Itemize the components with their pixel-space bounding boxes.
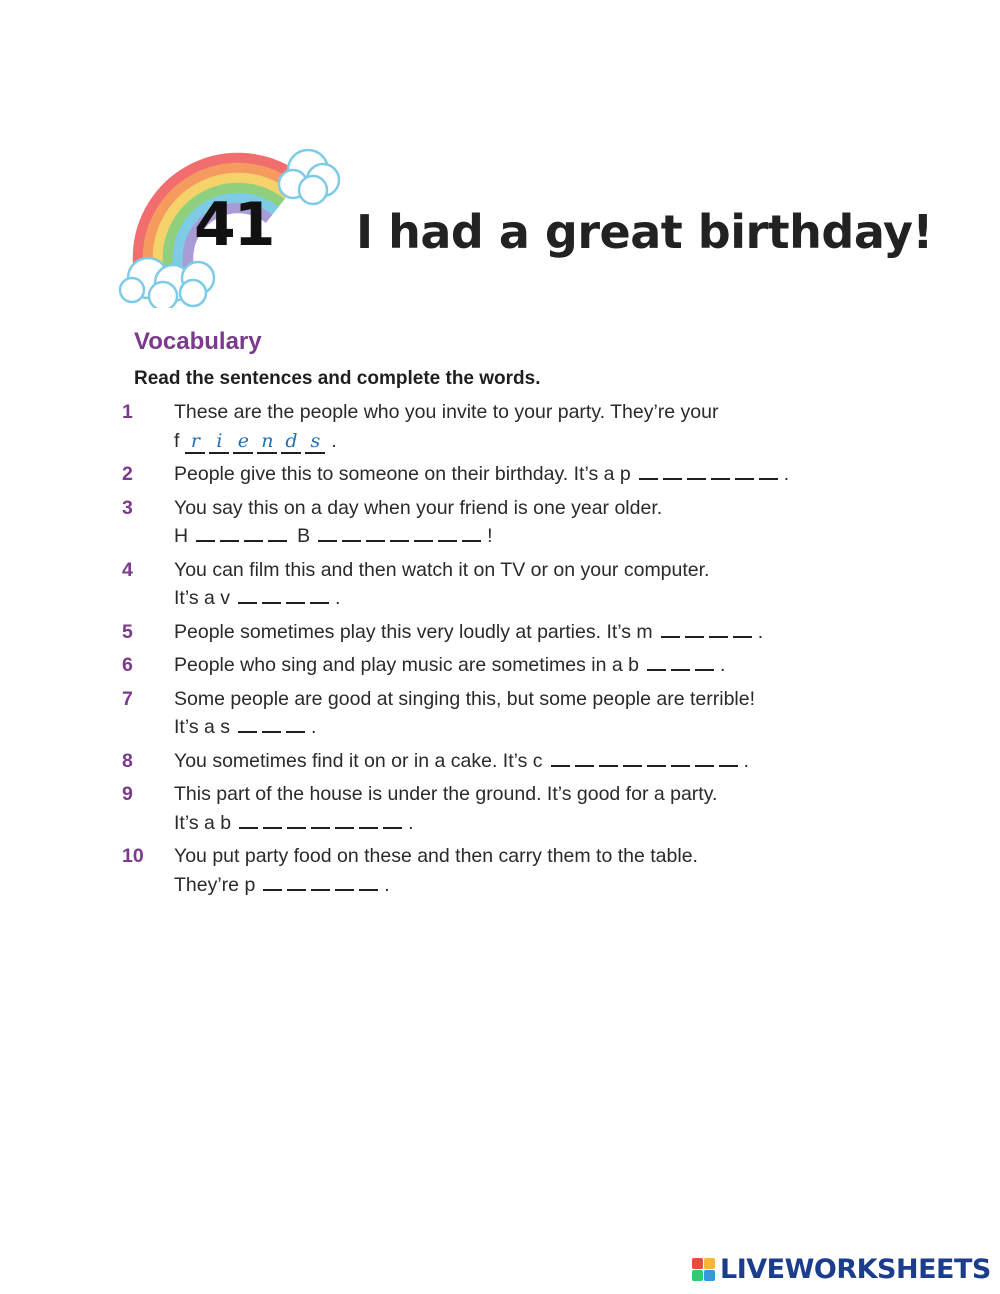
letter-blank[interactable] [359, 813, 378, 829]
end-punctuation: . [743, 749, 749, 772]
question-body [174, 494, 900, 551]
question-body [174, 651, 900, 680]
question-line [174, 713, 900, 742]
question-item [120, 494, 900, 551]
letter-blank[interactable] [647, 655, 666, 671]
letter-blank[interactable] [671, 751, 690, 767]
question-line [174, 685, 900, 714]
letter-blank[interactable] [220, 526, 239, 542]
question-body [174, 556, 900, 613]
filled-letter[interactable]: i [209, 430, 229, 454]
question-text: People give this to someone on their birthday. It’s a p [174, 463, 631, 485]
question-item [120, 460, 900, 489]
logo-block [692, 1270, 703, 1281]
letter-blank[interactable] [318, 526, 337, 542]
instructions: Read the sentences and complete the words. [134, 368, 541, 389]
end-punctuation: . [408, 811, 414, 834]
letter-blank[interactable] [310, 588, 329, 604]
letter-blank[interactable] [661, 622, 680, 638]
letter-blank[interactable] [263, 875, 282, 891]
question-line [174, 556, 900, 585]
question-text: Some people are good at singing this, but some people are terrible! [174, 687, 756, 710]
letter-blank[interactable] [575, 751, 594, 767]
letter-blank[interactable] [709, 622, 728, 638]
question-line [174, 780, 900, 809]
letter-blank[interactable] [663, 464, 682, 480]
letter-blank[interactable] [263, 813, 282, 829]
question-item [120, 651, 900, 680]
question-text: These are the people who you invite to your party. They’re your [174, 401, 719, 423]
question-number: 4 [122, 558, 133, 581]
letter-blank[interactable] [639, 464, 658, 480]
letter-blank[interactable] [359, 875, 378, 891]
question-body [174, 780, 900, 837]
letter-blank[interactable] [735, 464, 754, 480]
liveworksheets-logo-icon [692, 1258, 716, 1282]
question-number: 8 [122, 749, 133, 772]
letter-blank[interactable] [623, 751, 642, 767]
question-line [174, 494, 900, 523]
end-punctuation: . [720, 654, 726, 676]
question-text: You can film this and then watch it on TV or on your computer. [174, 558, 710, 581]
question-body [174, 398, 900, 455]
word-prefix: H [174, 525, 189, 547]
letter-blank[interactable] [414, 526, 433, 542]
letter-blank[interactable] [759, 464, 778, 480]
question-line [174, 398, 900, 427]
logo-block [704, 1258, 715, 1269]
page-title: I had a great birthday! [356, 205, 933, 259]
letter-blank[interactable] [286, 717, 305, 733]
letter-blank[interactable] [287, 813, 306, 829]
question-body [174, 685, 900, 742]
letter-blank[interactable] [262, 588, 281, 604]
letter-blank[interactable] [438, 526, 457, 542]
question-item [120, 747, 900, 776]
letter-blank[interactable] [390, 526, 409, 542]
brand-name: LIVEWORKSHEETS [720, 1254, 991, 1285]
question-line [174, 842, 900, 871]
question-number: 9 [122, 783, 133, 805]
question-line [174, 584, 900, 613]
letter-blank[interactable] [366, 526, 385, 542]
letter-blank[interactable] [647, 751, 666, 767]
filled-letter[interactable]: s [305, 430, 325, 454]
filled-letter[interactable]: r [185, 430, 205, 454]
letter-blank[interactable] [685, 622, 704, 638]
question-item [120, 685, 900, 742]
question-number: 5 [122, 620, 133, 643]
word-prefix: It’s a b [174, 811, 232, 834]
end-punctuation: . [783, 463, 790, 485]
cloud-left-icon [120, 258, 214, 308]
question-text: You put party food on these and then carry them to the table. [174, 845, 698, 867]
question-line [174, 618, 900, 647]
question-text: You say this on a day when your friend is one year older. [174, 496, 663, 519]
letter-blank[interactable] [695, 655, 714, 671]
question-text: This part of the house is under the ground. It’s good for a party. [174, 783, 718, 805]
word-prefix: It’s a v [174, 587, 230, 609]
end-punctuation: . [311, 716, 317, 738]
question-list [120, 398, 900, 904]
end-punctuation: . [384, 873, 390, 896]
letter-blank[interactable] [733, 622, 752, 638]
end-punctuation: ! [487, 525, 493, 547]
question-line [174, 522, 900, 551]
end-punctuation: . [335, 587, 341, 609]
question-number: 10 [122, 845, 144, 867]
letter-blank[interactable] [335, 875, 354, 891]
letter-blank[interactable] [671, 655, 690, 671]
letter-blank[interactable] [335, 813, 354, 829]
filled-letter[interactable]: d [281, 430, 301, 454]
question-line [174, 871, 900, 900]
letter-blank[interactable] [311, 875, 330, 891]
question-line [174, 747, 900, 776]
question-line [174, 427, 900, 456]
question-number: 6 [122, 654, 133, 676]
question-body [174, 460, 900, 489]
letter-blank[interactable] [599, 751, 618, 767]
question-line [174, 651, 900, 680]
letter-blank[interactable] [238, 588, 257, 604]
letter-blank[interactable] [286, 588, 305, 604]
word-prefix: B [297, 525, 311, 547]
end-punctuation: . [757, 620, 764, 643]
letter-blank[interactable] [287, 875, 306, 891]
question-body [174, 747, 900, 776]
letter-blank[interactable] [262, 717, 281, 733]
question-body [174, 842, 900, 899]
cloud-right-icon [279, 150, 339, 204]
question-text: People who sing and play music are sometimes in a b [174, 654, 639, 676]
word-prefix: They’re p [174, 873, 256, 896]
letter-blank[interactable] [687, 464, 706, 480]
question-item [120, 618, 900, 647]
letter-blank[interactable] [383, 813, 402, 829]
section-title: Vocabulary [134, 328, 262, 355]
end-punctuation: . [331, 429, 337, 452]
question-text: You sometimes find it on or in a cake. It’s c [174, 749, 543, 772]
word-prefix: f [174, 429, 180, 452]
letter-blank[interactable] [311, 813, 330, 829]
filled-letter[interactable]: e [233, 430, 253, 454]
question-item [120, 556, 900, 613]
question-line [174, 809, 900, 838]
word-prefix: It’s a s [174, 716, 230, 738]
letter-blank[interactable] [268, 526, 287, 542]
question-body [174, 618, 900, 647]
question-item [120, 842, 900, 899]
question-number: 7 [122, 687, 133, 710]
filled-letter[interactable]: n [257, 430, 277, 454]
letter-blank[interactable] [695, 751, 714, 767]
letter-blank[interactable] [196, 526, 215, 542]
question-item [120, 780, 900, 837]
letter-blank[interactable] [719, 751, 738, 767]
question-item [120, 398, 900, 455]
letter-blank[interactable] [239, 813, 258, 829]
question-line [174, 460, 900, 489]
unit-number: 41 [194, 190, 274, 260]
letter-blank[interactable] [711, 464, 730, 480]
letter-blank[interactable] [551, 751, 570, 767]
letter-blank[interactable] [244, 526, 263, 542]
question-number: 2 [122, 463, 133, 485]
letter-blank[interactable] [462, 526, 481, 542]
logo-block [692, 1258, 703, 1269]
logo-block [704, 1270, 715, 1281]
question-number: 1 [122, 401, 133, 423]
brand [692, 1254, 991, 1285]
letter-blank[interactable] [238, 717, 257, 733]
question-number: 3 [122, 496, 133, 519]
letter-blank[interactable] [342, 526, 361, 542]
question-text: People sometimes play this very loudly at parties. It’s m [174, 620, 653, 643]
